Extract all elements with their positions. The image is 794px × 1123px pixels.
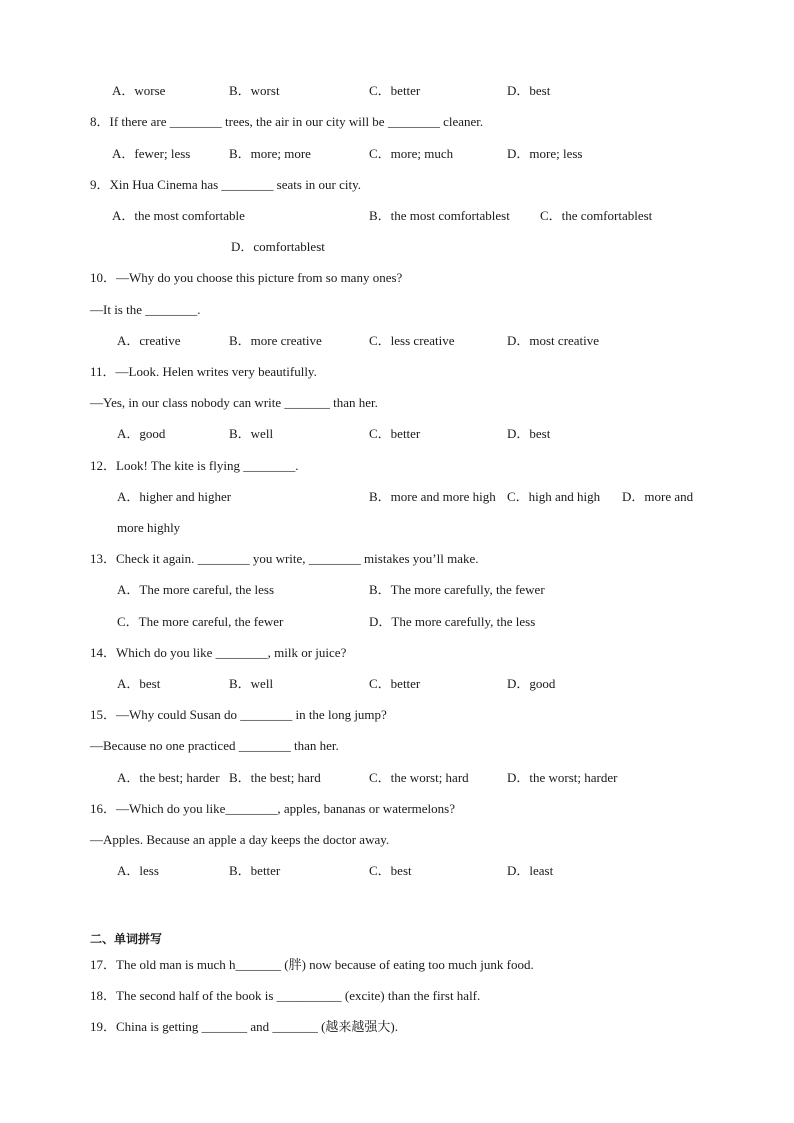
q12-option-d-continued: more highly (117, 520, 181, 535)
question-8-stem: 8．If there are ________ trees, the air in our city will be ________ cleaner. (90, 114, 484, 129)
q13-option-c: C．The more careful, the fewer (117, 614, 284, 629)
q9-option-d: D．comfortablest (231, 239, 325, 254)
q15-option-b: B．the best; hard (229, 770, 321, 785)
question-16-stem: 16．—Which do you like________, apples, bananas or watermelons? (90, 801, 455, 816)
q16-option-a: A．less (117, 863, 159, 878)
q16-option-c: C．best (369, 863, 412, 878)
q7-option-a: A．worse (112, 83, 166, 98)
question-18-stem: 18．The second half of the book is __________ (excite) than the first half. (90, 988, 481, 1003)
question-12-stem: 12．Look! The kite is flying ________. (90, 458, 299, 473)
q13-option-d: D．The more carefully, the less (369, 614, 536, 629)
q8-option-d: D．more; less (507, 146, 583, 161)
q10-option-d: D．most creative (507, 333, 600, 348)
q8-option-c: C．more; much (369, 146, 454, 161)
question-15-stem: 15．—Why could Susan do ________ in the long jump? (90, 707, 387, 722)
q10-option-a: A．creative (117, 333, 181, 348)
q14-option-b: B．well (229, 676, 274, 691)
question-9-stem: 9．Xin Hua Cinema has ________ seats in our city. (90, 177, 362, 192)
q12-option-b: B．more and more high (369, 489, 496, 504)
q7-option-d: D．best (507, 83, 551, 98)
q16-option-d: D．least (507, 863, 554, 878)
question-14-stem: 14．Which do you like ________, milk or juice? (90, 645, 347, 660)
q8-option-a: A．fewer; less (112, 146, 191, 161)
question-15-reply: —Because no one practiced ________ than her. (90, 738, 339, 753)
q12-option-d: D．more and (622, 489, 694, 504)
q13-option-b: B．The more carefully, the fewer (369, 582, 545, 597)
section-heading: 二、单词拼写 (90, 932, 163, 946)
q10-option-b: B．more creative (229, 333, 322, 348)
q11-option-b: B．well (229, 426, 274, 441)
q16-option-b: B．better (229, 863, 281, 878)
question-11-stem: 11．—Look. Helen writes very beautifully. (90, 364, 317, 379)
question-11-reply: —Yes, in our class nobody can write _______ than her. (90, 395, 378, 410)
q9-option-c: C．the comfortablest (540, 208, 653, 223)
q10-option-c: C．less creative (369, 333, 455, 348)
q7-option-b: B．worst (229, 83, 280, 98)
q9-option-a: A．the most comfortable (112, 208, 245, 223)
q12-option-a: A．higher and higher (117, 489, 232, 504)
q11-option-c: C．better (369, 426, 421, 441)
question-19-stem: 19．China is getting _______ and _______ (越来越强大). (90, 1019, 399, 1034)
q12-option-c: C．high and high (507, 489, 601, 504)
question-16-reply: —Apples. Because an apple a day keeps the doctor away. (90, 832, 390, 847)
q13-option-a: A．The more careful, the less (117, 582, 275, 597)
q14-option-c: C．better (369, 676, 421, 691)
q15-option-d: D．the worst; harder (507, 770, 618, 785)
question-17-stem: 17．The old man is much h_______ (胖) now because of eating too much junk food. (90, 957, 534, 972)
q7-option-c: C．better (369, 83, 421, 98)
q14-option-a: A．best (117, 676, 161, 691)
q11-option-a: A．good (117, 426, 166, 441)
question-13-stem: 13．Check it again. ________ you write, ________ mistakes you’ll make. (90, 551, 479, 566)
q8-option-b: B．more; more (229, 146, 311, 161)
q14-option-d: D．good (507, 676, 556, 691)
q15-option-a: A．the best; harder (117, 770, 220, 785)
q9-option-b: B．the most comfortablest (369, 208, 510, 223)
question-10-stem: 10．—Why do you choose this picture from so many ones? (90, 270, 403, 285)
q15-option-c: C．the worst; hard (369, 770, 469, 785)
question-10-reply: —It is the ________. (90, 302, 201, 317)
q11-option-d: D．best (507, 426, 551, 441)
